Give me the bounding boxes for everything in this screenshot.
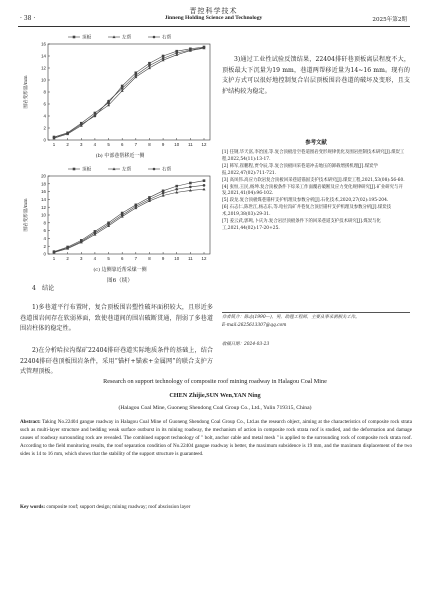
received-date: 收稿日期：2024-03-23 (222, 342, 270, 347)
chart-panel-b (18, 30, 218, 152)
conclusion-1: 1)多巷道平行布置时，复合顶板围岩塑性破坏面积较大，且形近多巷道围岩间存在软弱界面，致使巷道间的围岩破断贯通，削弱了多巷道围岩柱体的稳定性。 (20, 304, 213, 333)
legend-label: 右帮 (162, 35, 172, 41)
page-number: · 38 · (20, 15, 36, 22)
keywords-label: Key words: (20, 504, 46, 510)
x-tick-label: 6 (120, 142, 124, 147)
y-tick-label: 12 (41, 65, 46, 71)
y-tick-label: 6 (43, 101, 46, 107)
figure-caption: 图6（续） (107, 278, 133, 284)
x-tick-label: 6 (120, 256, 124, 261)
y-tick-label: 18 (41, 181, 46, 187)
data-point (203, 179, 206, 182)
legend-label: 顶板 (82, 167, 92, 173)
data-point (162, 192, 165, 195)
y-axis-label: 围岩变形量/mm (24, 198, 29, 232)
y-tick-label: 4 (43, 113, 46, 119)
journal-title-en: Jinneng Holding Science and Technology (164, 15, 263, 21)
y-axis-label: 围岩变形量/mm (24, 75, 29, 109)
keywords-text: composite roof; support design; mining roadway; roof abscission layer (46, 504, 191, 510)
y-tick-label: 0 (43, 137, 46, 143)
journal-title-cn: 晋控科学技术 (189, 7, 238, 15)
english-keywords (20, 503, 412, 511)
y-tick-label: 4 (43, 236, 46, 241)
y-tick-label: 10 (41, 212, 46, 218)
reference-item: [3] 高凤伟.高应力软岩复合顶板回采巷道锚固支护技术研究[J].煤炭工程,2021,53(08):56-60. (222, 177, 405, 183)
data-point (94, 232, 97, 235)
y-tick-label: 8 (43, 89, 46, 95)
data-point (175, 52, 178, 55)
legend-label: 右帮 (162, 167, 172, 173)
x-tick-label: 8 (148, 256, 151, 261)
x-tick-label: 5 (107, 142, 110, 147)
reference-list (222, 150, 410, 233)
issue-label: 2025年第2期 (372, 17, 407, 23)
y-tick-label: 16 (41, 41, 46, 47)
data-point (162, 190, 165, 193)
header-rule (18, 26, 410, 27)
y-tick-label: 14 (41, 197, 46, 202)
y-tick-label: 8 (43, 220, 46, 226)
y-tick-label: 16 (41, 189, 46, 195)
english-title: Research on support technology of composite roof mining roadway in Halagou Coal Mine (103, 378, 327, 385)
data-point (66, 246, 69, 249)
plot-frame (48, 44, 210, 140)
x-tick-label: 4 (93, 142, 97, 147)
data-point (53, 136, 56, 139)
references-title: 参考文献 (305, 140, 327, 146)
data-point (53, 251, 56, 254)
y-tick-label: 2 (43, 243, 46, 249)
data-point (121, 214, 124, 217)
x-tick-label: 9 (161, 256, 165, 261)
y-tick-label: 6 (43, 228, 46, 234)
data-point (162, 55, 165, 58)
x-tick-label: 12 (201, 256, 207, 261)
chart-b-caption: (b) 中部巷帮移近一侧 (95, 153, 145, 159)
conclusion-2: 2)在分析哈拉沟煤矿22404排矸巷道实际地质条件的基础上，结合22404排矸巷顶板围岩条件，采用“锚杆+锚索+金属网”的联合支护方式管理顶板。 (20, 347, 213, 376)
series-line (54, 48, 204, 138)
reference-item: [7] 姜云武,郭鸣,卜庆为.复合岩层顶板条件下的回采巷道支护技术研究[J].煤炭与化工,2021,44(02):17-20+25. (222, 219, 381, 231)
legend-marker (73, 36, 76, 39)
legend-label: 左帮 (122, 35, 132, 41)
series-line (54, 185, 204, 252)
x-tick-label: 10 (174, 142, 180, 147)
data-point (162, 57, 165, 60)
english-abstract (20, 418, 412, 458)
x-tick-label: 5 (107, 256, 110, 261)
reference-item: [5] 段龙.复合顶板煤巷锚杆支护机理及参数分析[J].石化技术,2020,27(02):195-204. (222, 198, 389, 204)
data-point (135, 205, 138, 208)
abstract-label: Abstract: (20, 419, 41, 425)
legend-marker (153, 168, 156, 171)
data-point (135, 72, 138, 75)
x-tick-label: 8 (148, 142, 151, 147)
data-point (80, 123, 83, 126)
data-point (189, 186, 192, 189)
data-point (80, 240, 83, 243)
data-point (203, 188, 206, 191)
data-point (94, 115, 97, 118)
chart-panel-c (18, 162, 218, 266)
data-point (121, 87, 124, 90)
x-tick-label: 2 (66, 142, 69, 147)
data-point (148, 64, 151, 67)
reference-item: [6] 石志仁,陈世江,杨志东,等.哈拉沟矿井巷复合顶层锚杆支护机理及参数分析[J].煤炭技术,2019,38(03):29-31. (222, 205, 392, 218)
english-authors: CHEN Zhijie,SUN Wen,YAN Ning (169, 392, 261, 399)
series-line (54, 181, 204, 252)
x-tick-label: 3 (80, 142, 83, 147)
data-point (107, 100, 110, 103)
x-tick-label: 9 (161, 142, 165, 147)
x-tick-label: 2 (66, 256, 69, 261)
x-tick-label: 1 (52, 256, 56, 261)
reference-item: [4] 张恒,王民,杨坤.复合顶板条件下综采工作面覆岩破断及应力变化规律研究[J].矿业研究与开发,2021,41(04):96-102. (222, 184, 403, 197)
x-tick-label: 7 (134, 142, 138, 147)
legend-label: 左帮 (122, 167, 132, 173)
footnote-rule (222, 312, 410, 313)
y-tick-label: 20 (41, 173, 46, 179)
y-tick-label: 2 (43, 125, 46, 131)
x-tick-label: 10 (174, 256, 180, 261)
data-point (175, 185, 178, 188)
x-tick-label: 11 (188, 256, 193, 261)
series-line (54, 48, 204, 138)
data-point (203, 46, 206, 49)
y-tick-label: 12 (41, 204, 46, 210)
series-line (54, 47, 204, 137)
author-email: E-mail:2625613307@qq.com (222, 323, 287, 328)
abstract-text: Taking No.22404 gangue roadway in Halagou Coal Mine of Guoneng Shendong Coal Group Co., Ltd.as the research object, aiming at the characteristics of composite rock strata such as multi-layer structure and bedding weak surface outburst in its mining roadway, the mechanism of action in composite rock strata roof is studied, and the deformation and damage causes of roadway surrounding rock are revealed. The combined support technology of " bolt, anchor cable and metal mesh " is applied to the surrounding rock of composite rock strata roof. According to the field monitoring results, the roof separation condition of No.22404 gangue roadway is better, the maximum subsidence is 19 mm, and the maximum displacement of the two sides is 14 to 16 mm, which shows that the stability of the support structure is guaranteed. (20, 419, 412, 458)
data-point (203, 184, 206, 187)
author-bio: 作者简介：陈志(1990—)，男，助理工程师，主要从事采剥相关工作。 (222, 315, 360, 320)
conclusion-3: 3)通过工业性试验反馈结果，22404排矸巷顶板离层程度不大，顶板最大下沉量为19 mm，巷道两帮移近量为14~16 mm。现有的支护方式可以很好地控制复合岩层顶板围岩巷道的破坏及变形，且支护结构较为稳定。 (222, 56, 410, 95)
legend-marker (73, 168, 76, 171)
data-point (135, 74, 138, 77)
x-tick-label: 3 (80, 256, 83, 261)
x-tick-label: 11 (188, 142, 193, 147)
data-point (148, 62, 151, 65)
y-tick-label: 0 (43, 251, 46, 257)
english-affiliation: (Halagou Coal Mine, Guoneng Shendong Coal Group Co., Ltd., Yulin 719315, China) (118, 405, 312, 411)
legend-label: 顶板 (82, 35, 92, 41)
y-tick-label: 10 (41, 77, 46, 83)
x-tick-label: 7 (134, 256, 138, 261)
x-tick-label: 12 (201, 142, 207, 147)
data-point (66, 132, 69, 135)
section-title: 4 结论 (32, 285, 55, 292)
reference-item: [1] 任钢,毕天富,李治国,等.复合顶板沿空巷道围岩变形规律优化及围岩控制技术研究[J].煤炭工程,2022,54(11):13-17. (222, 150, 405, 162)
data-point (148, 198, 151, 201)
data-point (175, 188, 178, 191)
data-point (189, 49, 192, 52)
data-point (121, 85, 124, 88)
chart-c-caption: (c) 边侧靠近帮采煤一侧 (93, 267, 147, 273)
reference-item: [2] 韩军,崔鹏程,贾令辰,等.复合顶板回采巷道冲击地压的卸载增援机理[J].煤炭学报,2022,47(02):711-721. (222, 163, 378, 176)
legend-marker (153, 36, 156, 39)
x-tick-label: 1 (52, 142, 56, 147)
data-point (107, 223, 110, 226)
data-point (189, 182, 192, 185)
x-tick-label: 4 (93, 256, 97, 261)
y-tick-label: 14 (41, 53, 46, 59)
